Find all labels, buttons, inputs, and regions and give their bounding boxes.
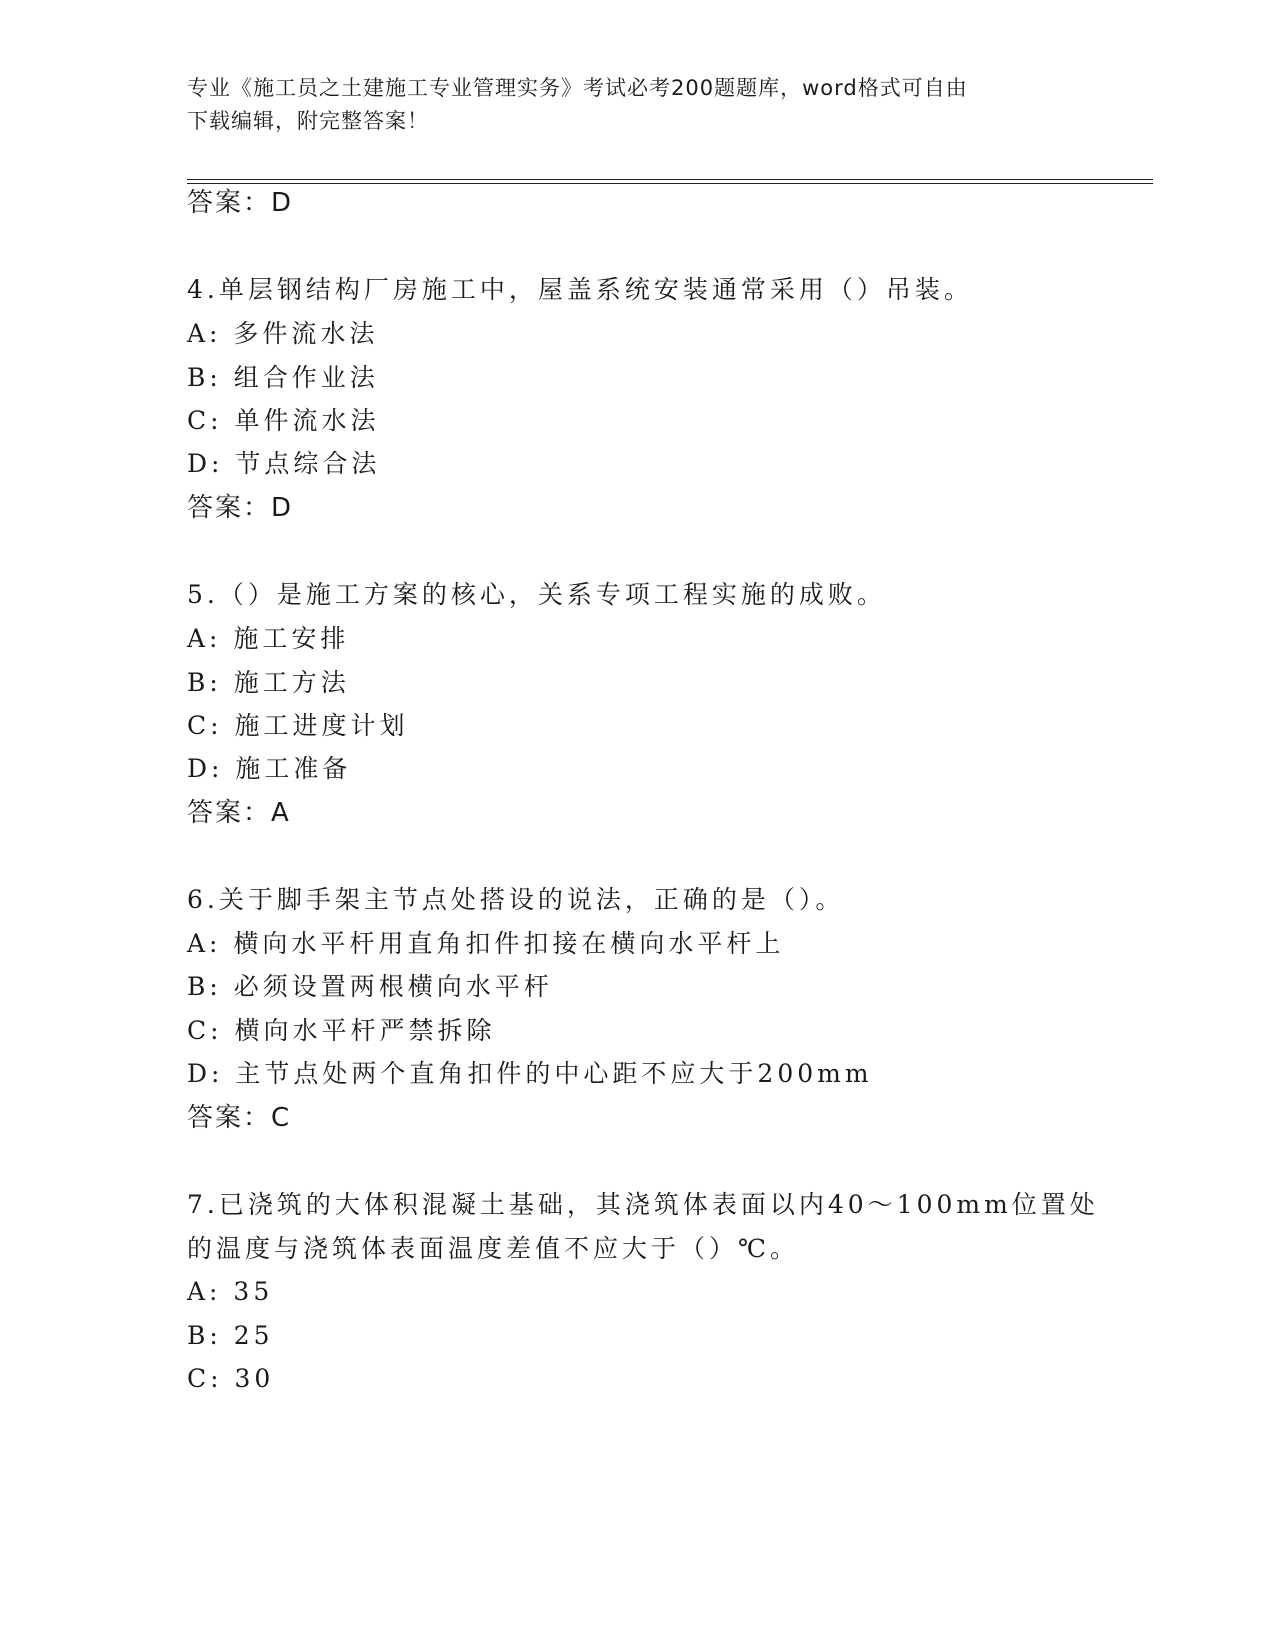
- question-6-stem: 6.关于脚手架主节点处搭设的说法，正确的是（）。: [187, 885, 845, 914]
- question-5-stem: 5.（）是施工方案的核心，关系专项工程实施的成败。: [187, 580, 886, 609]
- header-line-2: 下载编辑，附完整答案！: [187, 109, 429, 133]
- question-7-option-a: A: 35: [187, 1277, 274, 1306]
- question-6-option-c: C: 横向水平杆严禁拆除: [187, 1016, 496, 1045]
- header-divider-top: [187, 179, 1153, 180]
- header-divider-bottom: [187, 183, 1153, 184]
- question-4-stem: 4.单层钢结构厂房施工中，屋盖系统安装通常采用（）吊装。: [187, 275, 973, 304]
- question-5-option-a: A: 施工安排: [187, 624, 350, 653]
- answer-q3: 答案：D: [187, 188, 294, 218]
- question-5-option-d: D: 施工准备: [187, 754, 352, 783]
- question-6-option-a: A: 横向水平杆用直角扣件扣接在横向水平杆上: [187, 929, 785, 958]
- question-6-option-b: B: 必须设置两根横向水平杆: [187, 972, 553, 1001]
- question-6-option-d: D: 主节点处两个直角扣件的中心距不应大于200mm: [187, 1059, 873, 1088]
- question-5-answer: 答案：A: [187, 798, 291, 828]
- question-6-answer: 答案：C: [187, 1103, 292, 1133]
- question-4-answer: 答案：D: [187, 493, 294, 523]
- question-5-option-b: B: 施工方法: [187, 668, 350, 697]
- question-7-option-b: B: 25: [187, 1321, 274, 1350]
- question-7-stem-line-1: 7.已浇筑的大体积混凝土基础，其浇筑体表面以内40～100mm位置处: [187, 1190, 1099, 1219]
- question-7-option-c: C: 30: [187, 1364, 275, 1393]
- question-7-stem-line-2: 的温度与浇筑体表面温度差值不应大于（）℃。: [187, 1234, 799, 1263]
- question-5-option-c: C: 施工进度计划: [187, 711, 409, 740]
- question-4-option-d: D: 节点综合法: [187, 449, 381, 478]
- header-line-1: 专业《施工员之土建施工专业管理实务》考试必考200题题库，word格式可自由: [187, 76, 968, 100]
- document-header: [187, 72, 1087, 138]
- question-4-option-a: A: 多件流水法: [187, 319, 379, 348]
- question-4-option-c: C: 单件流水法: [187, 406, 380, 435]
- question-4-option-b: B: 组合作业法: [187, 363, 379, 392]
